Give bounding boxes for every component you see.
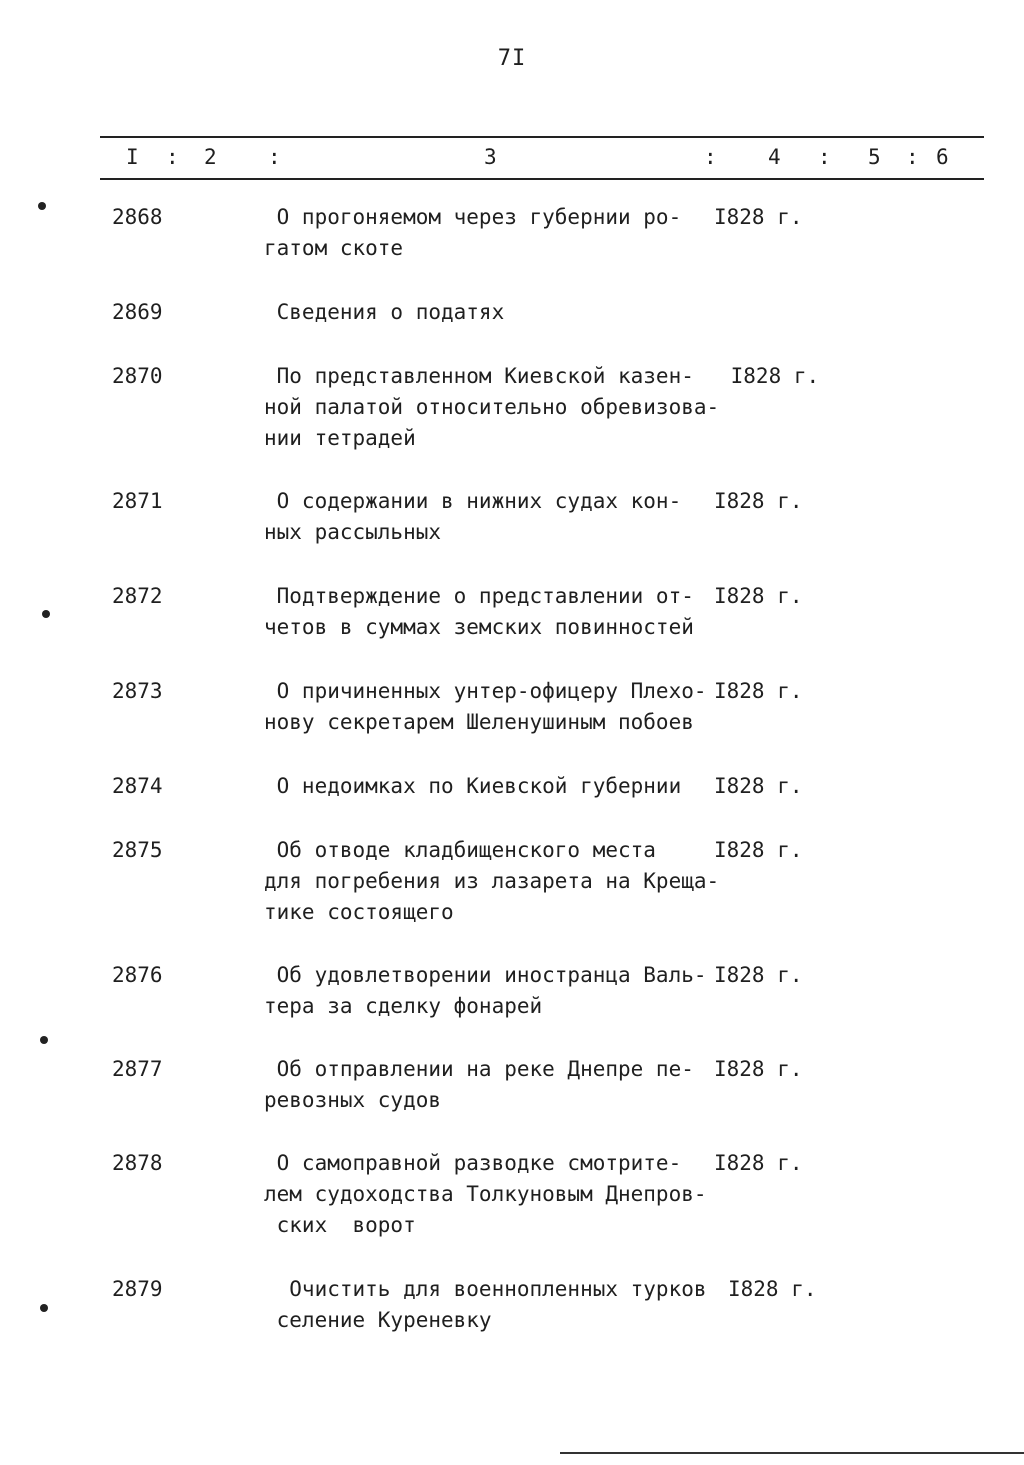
description-line: О самоправной разводке смотрите- <box>264 1151 682 1175</box>
column-header-6: 6 <box>936 145 949 169</box>
case-description <box>264 960 734 1022</box>
case-number: 2874 <box>112 774 163 798</box>
description-line: ских ворот <box>264 1213 416 1237</box>
case-year: I828 г. <box>728 1277 817 1301</box>
column-header-5: 5 <box>868 145 881 169</box>
case-number: 2875 <box>112 838 163 862</box>
description-line: нии тетрадей <box>264 426 416 450</box>
case-year: I828 г. <box>714 679 803 703</box>
description-line: четов в суммах земских повинностей <box>264 615 694 639</box>
case-number: 2877 <box>112 1057 163 1081</box>
case-description <box>264 361 734 454</box>
column-header-separator: : <box>268 145 281 169</box>
case-number: 2878 <box>112 1151 163 1175</box>
description-line: гатом скоте <box>264 236 404 260</box>
column-header-1: I <box>126 145 139 169</box>
case-description <box>264 297 734 328</box>
description-line: О прогоняемом через губернии ро- <box>264 205 682 229</box>
page-bottom-edge <box>560 1452 1024 1454</box>
case-year: I828 г. <box>714 205 803 229</box>
binding-hole-mark <box>40 1036 48 1044</box>
case-description <box>264 581 734 643</box>
case-description <box>264 1148 734 1241</box>
table-header-rule <box>100 178 984 180</box>
column-header-separator: : <box>166 145 179 169</box>
description-line: О причиненных унтер-офицеру Плехо- <box>264 679 707 703</box>
case-year: I828 г. <box>714 774 803 798</box>
case-number: 2876 <box>112 963 163 987</box>
column-header-2: 2 <box>204 145 217 169</box>
case-number: 2869 <box>112 300 163 324</box>
description-line: Сведения о податях <box>264 300 505 324</box>
description-line: Очистить для военнопленных турков <box>264 1277 707 1301</box>
case-number: 2870 <box>112 364 163 388</box>
case-year: I828 г. <box>718 364 820 388</box>
case-description <box>264 1274 734 1336</box>
case-number: 2879 <box>112 1277 163 1301</box>
description-line: Об удовлетворении иностранца Валь- <box>264 963 707 987</box>
case-number: 2873 <box>112 679 163 703</box>
binding-hole-mark <box>42 610 50 618</box>
case-description <box>264 835 734 928</box>
case-description <box>264 202 734 264</box>
description-line: лем судоходства Толкуновым Днепров- <box>264 1182 707 1206</box>
case-description <box>264 771 734 802</box>
binding-hole-mark <box>38 202 46 210</box>
description-line: Об отводе кладбищенского места <box>264 838 656 862</box>
description-line: Подтверждение о представлении от- <box>264 584 694 608</box>
description-line: селение Куреневку <box>264 1308 492 1332</box>
description-line: тера за сделку фонарей <box>264 994 543 1018</box>
case-number: 2868 <box>112 205 163 229</box>
case-year: I828 г. <box>714 1151 803 1175</box>
description-line: О недоимках по Киевской губернии <box>264 774 682 798</box>
case-number: 2872 <box>112 584 163 608</box>
case-year: I828 г. <box>714 963 803 987</box>
column-header-4: 4 <box>768 145 781 169</box>
case-year: I828 г. <box>714 838 803 862</box>
description-line: тике состоящего <box>264 900 454 924</box>
description-line: ных рассыльных <box>264 520 442 544</box>
case-year: I828 г. <box>714 1057 803 1081</box>
page-number: 7I <box>497 46 527 71</box>
description-line: для погребения из лазарета на Креща- <box>264 869 720 893</box>
column-header-3: 3 <box>484 145 497 169</box>
case-description <box>264 1054 734 1116</box>
description-line: Об отправлении на реке Днепре пе- <box>264 1057 694 1081</box>
description-line: По представленном Киевской казен- <box>264 364 694 388</box>
case-description <box>264 486 734 548</box>
table-top-rule <box>100 136 984 138</box>
case-year: I828 г. <box>714 584 803 608</box>
description-line: ной палатой относительно обревизова- <box>264 395 720 419</box>
column-header-separator: : <box>818 145 831 169</box>
column-header-separator: : <box>906 145 919 169</box>
description-line: О содержании в нижних судах кон- <box>264 489 682 513</box>
case-year: I828 г. <box>714 489 803 513</box>
column-header-separator: : <box>704 145 717 169</box>
case-description <box>264 676 734 738</box>
case-number: 2871 <box>112 489 163 513</box>
description-line: ревозных судов <box>264 1088 442 1112</box>
description-line: нову секретарем Шеленушиным побоев <box>264 710 694 734</box>
binding-hole-mark <box>40 1304 48 1312</box>
